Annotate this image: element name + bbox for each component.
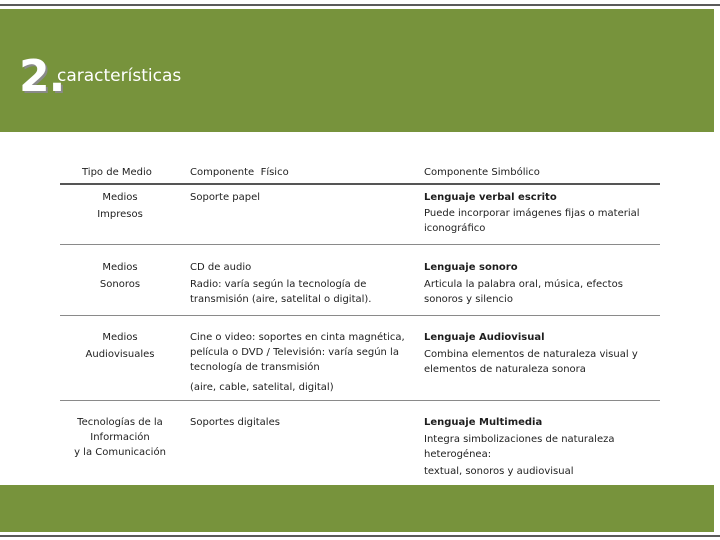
row3-fisico-line3: tecnología de transmisión	[190, 362, 320, 373]
row2-simbolico-line1: Articula la palabra oral, música, efectos	[424, 279, 623, 290]
row1-divider	[60, 244, 660, 245]
row2-simbolico-text	[424, 277, 623, 307]
row2-simbolico-title: Lenguaje sonoro	[424, 262, 518, 273]
row2-fisico-line3: transmisión (aire, satelital o digital).	[190, 294, 372, 305]
row1-tipo-line2: Impresos	[97, 209, 143, 220]
row3-tipo-line2: Audiovisuales	[85, 349, 155, 360]
header-simbolico: Componente Simbólico	[424, 167, 540, 178]
row4-fisico: Soportes digitales	[190, 417, 280, 428]
header-fisico: Componente Físico	[190, 167, 289, 178]
row3-fisico-line1: Cine o video: soportes en cinta magnética,	[190, 332, 405, 343]
row3-simbolico-title: Lenguaje Audiovisual	[424, 332, 545, 343]
bottom-rule	[0, 535, 720, 537]
row1-tipo	[60, 190, 180, 222]
row3-simbolico-line1: Combina elementos de naturaleza visual y	[424, 349, 638, 360]
row2-fisico-line2: Radio: varía según la tecnología de	[190, 279, 367, 290]
row1-simbolico-line1: Puede incorporar imágenes fijas o material	[424, 208, 640, 219]
row1-simbolico-title: Lenguaje verbal escrito	[424, 192, 557, 203]
row4-tipo-line1: Tecnologías de la	[77, 417, 163, 428]
row2-fisico	[190, 260, 372, 307]
row4-simbolico-line3: textual, sonoros y audiovisual	[424, 466, 574, 477]
row3-simbolico-line2: elementos de naturaleza sonora	[424, 364, 586, 375]
row4-simbolico-line2: heterogénea:	[424, 449, 492, 460]
row3-divider	[60, 400, 660, 401]
row3-fisico-line4: (aire, cable, satelital, digital)	[190, 382, 334, 393]
top-rule	[0, 4, 720, 6]
row4-simbolico-text	[424, 432, 614, 479]
row2-tipo	[60, 260, 180, 292]
row4-tipo-line2: Información	[90, 432, 150, 443]
row2-simbolico-line2: sonoros y silencio	[424, 294, 513, 305]
row2-divider	[60, 315, 660, 316]
row1-fisico: Soporte papel	[190, 192, 261, 203]
row1-simbolico-line2: iconográfico	[424, 223, 486, 234]
row3-fisico	[190, 330, 405, 395]
row1-simbolico-text	[424, 206, 640, 236]
row2-fisico-line1: CD de audio	[190, 262, 252, 273]
slide-number: 2.	[19, 51, 65, 102]
row3-fisico-line2: película o DVD / Televisión: varía según la	[190, 347, 399, 358]
header-tipo: Tipo de Medio	[82, 167, 152, 178]
row3-tipo	[60, 330, 180, 362]
slide-title: características	[57, 66, 182, 86]
row1-tipo-line1: Medios	[102, 192, 138, 203]
header-divider	[60, 183, 660, 185]
row4-tipo-line3: y la Comunicación	[74, 447, 166, 458]
row2-tipo-line2: Sonoros	[99, 279, 141, 290]
row2-tipo-line1: Medios	[102, 262, 138, 273]
row4-simbolico-title: Lenguaje Multimedia	[424, 417, 543, 428]
row4-simbolico-line1: Integra simbolizaciones de naturaleza	[424, 434, 615, 445]
row3-simbolico-text	[424, 347, 638, 377]
row3-tipo-line1: Medios	[102, 332, 138, 343]
row4-tipo	[60, 415, 180, 460]
footer-banner	[0, 485, 714, 532]
